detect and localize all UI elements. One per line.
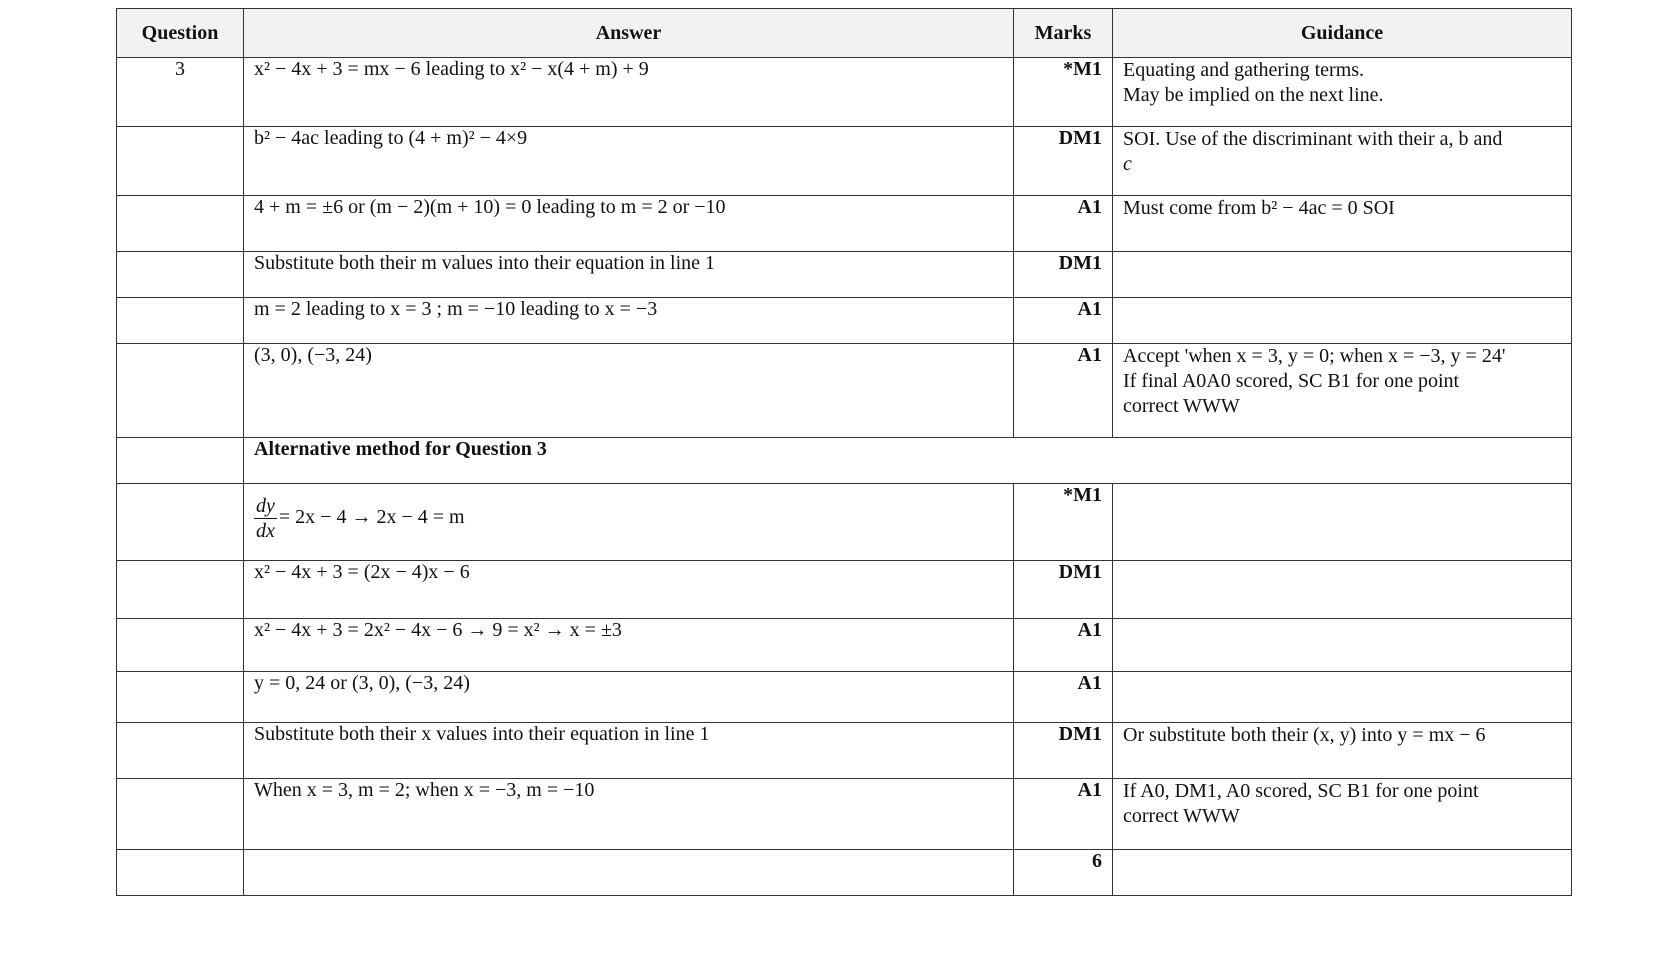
answer-cell: 4 + m = ±6 or (m − 2)(m + 10) = 0 leading to m = 2 or −10 xyxy=(244,196,1014,252)
mark-scheme-table xyxy=(116,8,1572,896)
mark-cell: A1 xyxy=(1014,619,1113,672)
header-guidance: Guidance xyxy=(1113,9,1572,58)
answer-cell: When x = 3, m = 2; when x = −3, m = −10 xyxy=(244,779,1014,850)
guidance-cell xyxy=(1113,127,1572,196)
guidance-line: May be implied on the next line. xyxy=(1123,84,1384,106)
guidance-line: Accept 'when x = 3, y = 0; when x = −3, y = 24' xyxy=(1123,345,1506,367)
table-row xyxy=(117,619,1572,672)
table-row xyxy=(117,484,1572,561)
mark-cell: DM1 xyxy=(1014,127,1113,196)
answer-cell: b² − 4ac leading to (4 + m)² − 4×9 xyxy=(244,127,1014,196)
fraction-numerator: dy xyxy=(256,495,275,517)
guidance-line: correct WWW xyxy=(1123,805,1240,827)
total-guidance-cell xyxy=(1113,850,1572,896)
mark-cell: *M1 xyxy=(1014,58,1113,127)
table-row xyxy=(117,723,1572,779)
header-marks: Marks xyxy=(1014,9,1113,58)
guidance-line: Equating and gathering terms. xyxy=(1123,59,1365,81)
guidance-cell xyxy=(1113,252,1572,298)
mark-cell: DM1 xyxy=(1014,252,1113,298)
guidance-cell xyxy=(1113,484,1572,561)
fraction-denominator: dx xyxy=(256,520,275,542)
table-row xyxy=(117,561,1572,619)
alt-method-heading: Alternative method for Question 3 xyxy=(244,438,1572,484)
derivative-fraction xyxy=(254,494,277,543)
answer-cell: Substitute both their m values into their equation in line 1 xyxy=(244,252,1014,298)
table-row xyxy=(117,298,1572,344)
mark-cell: DM1 xyxy=(1014,723,1113,779)
table-row xyxy=(117,252,1572,298)
guidance-line: SOI. Use of the discriminant with their a, b and xyxy=(1123,128,1503,150)
mark-cell: A1 xyxy=(1014,344,1113,438)
header-answer: Answer xyxy=(244,9,1014,58)
mark-cell: *M1 xyxy=(1014,484,1113,561)
table-row xyxy=(117,344,1572,438)
guidance-cell xyxy=(1113,561,1572,619)
mark-cell: A1 xyxy=(1014,196,1113,252)
answer-cell: Substitute both their x values into their equation in line 1 xyxy=(244,723,1014,779)
guidance-line: If final A0A0 scored, SC B1 for one point xyxy=(1123,370,1460,392)
answer-cell: y = 0, 24 or (3, 0), (−3, 24) xyxy=(244,672,1014,723)
answer-cell: (3, 0), (−3, 24) xyxy=(244,344,1014,438)
table-row xyxy=(117,672,1572,723)
answer-text: = 2x − 4 → 2x − 4 = m xyxy=(278,506,465,529)
guidance-cell xyxy=(1113,344,1572,438)
total-marks: 6 xyxy=(1014,850,1113,896)
answer-cell: x² − 4x + 3 = (2x − 4)x − 6 xyxy=(244,561,1014,619)
guidance-cell xyxy=(1113,196,1572,252)
mark-cell: A1 xyxy=(1014,672,1113,723)
mark-cell: A1 xyxy=(1014,298,1113,344)
guidance-line: correct WWW xyxy=(1123,395,1240,417)
table-row xyxy=(117,196,1572,252)
answer-cell: x² − 4x + 3 = 2x² − 4x − 6 → 9 = x² → x = ±3 xyxy=(244,619,1014,672)
answer-cell: x² − 4x + 3 = mx − 6 leading to x² − x(4 + m) + 9 xyxy=(244,58,1014,127)
guidance-cell xyxy=(1113,58,1572,127)
table-row xyxy=(117,779,1572,850)
mark-cell: DM1 xyxy=(1014,561,1113,619)
total-row xyxy=(117,850,1572,896)
guidance-line: Or substitute both their (x, y) into y = mx − 6 xyxy=(1123,724,1486,746)
guidance-cell xyxy=(1113,298,1572,344)
guidance-cell xyxy=(1113,723,1572,779)
mark-cell: A1 xyxy=(1014,779,1113,850)
guidance-cell xyxy=(1113,779,1572,850)
guidance-cell xyxy=(1113,619,1572,672)
table-row xyxy=(117,127,1572,196)
answer-cell xyxy=(244,484,1014,561)
alt-heading-row xyxy=(117,438,1572,484)
table-row xyxy=(117,58,1572,127)
guidance-line: If A0, DM1, A0 scored, SC B1 for one point xyxy=(1123,780,1479,802)
answer-cell: m = 2 leading to x = 3 ; m = −10 leading to x = −3 xyxy=(244,298,1014,344)
header-question: Question xyxy=(117,9,244,58)
guidance-line: c xyxy=(1123,153,1132,175)
header-row xyxy=(117,9,1572,58)
guidance-line: Must come from b² − 4ac = 0 SOI xyxy=(1123,197,1395,219)
guidance-cell xyxy=(1113,672,1572,723)
total-answer-cell xyxy=(244,850,1014,896)
question-number: 3 xyxy=(117,58,244,127)
